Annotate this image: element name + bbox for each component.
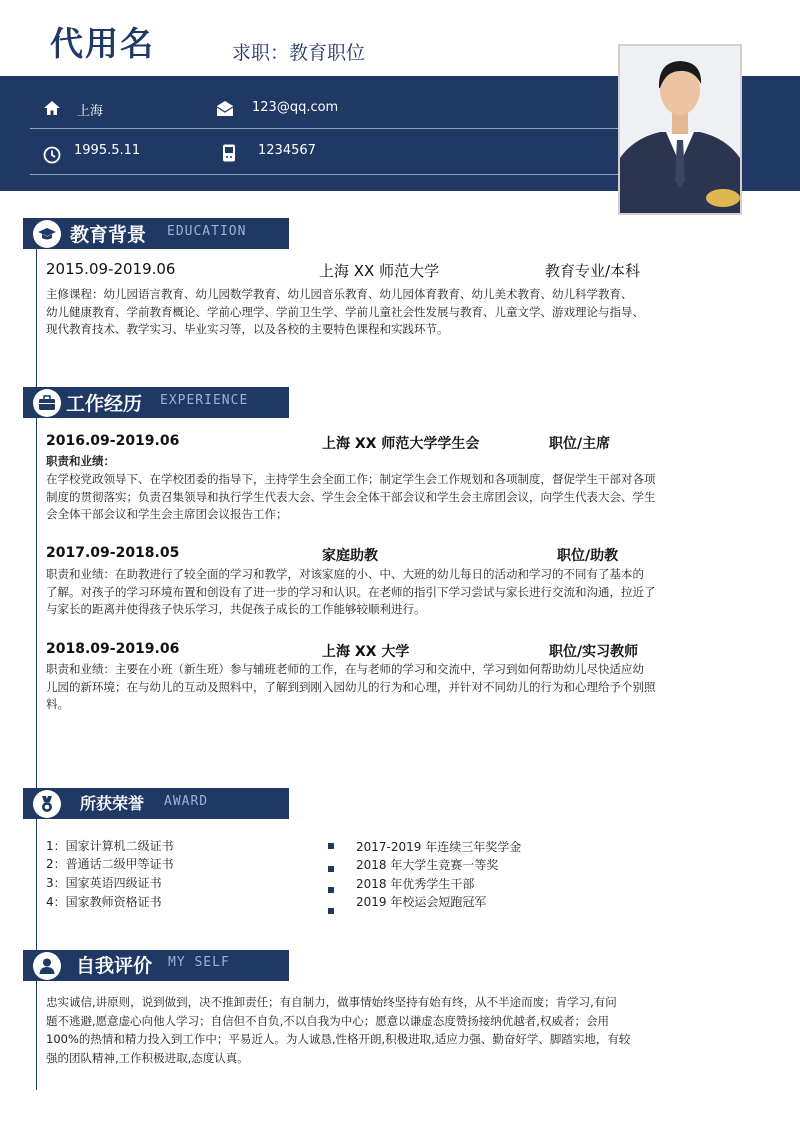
section-icon-holder <box>33 389 61 417</box>
section-icon-holder <box>33 220 61 248</box>
edu-courses <box>46 286 776 339</box>
section-bar-experience <box>23 387 289 418</box>
user-icon <box>37 956 57 976</box>
self-eval-line: 题不逃避,愿意虚心向他人学习；自信但不自负,不以自我为中心；愿意以谦虚态度赞扬接纳优越者,权威者；会用 <box>46 1013 609 1028</box>
exp-desc-line: 在学校党政领导下、在学校团委的指导下，主持学生会全面工作；制定学生会工作规划和各项制度，督促学生干部对各项 <box>46 472 656 486</box>
edu-course-line: 主修课程：幼儿园语言教育、幼儿园数学教育、幼儿园音乐教育、幼儿园体育教育、幼儿美术教育、幼儿科学教育、 <box>46 287 633 301</box>
exp-role: 职位/助教 <box>557 548 619 564</box>
award-cert: 4：国家教师资格证书 <box>46 895 162 909</box>
exp-org: 家庭助教 <box>322 548 378 564</box>
section-title: 自我评价 <box>76 955 153 977</box>
exp-desc-line: 儿园的新环境；在与幼儿的互动及照料中，了解到到刚入园幼儿的行为和心理，并针对不同幼儿的行为和心理给予个别照 <box>46 679 656 694</box>
job-target: 求职：教育职位 <box>232 42 366 64</box>
location-text: 上海 <box>77 104 104 119</box>
edu-course-line: 现代教育技术、教学实习、毕业实习等，以及各校的主要特色课程和实践环节。 <box>46 322 449 336</box>
self-evaluation <box>46 993 776 1067</box>
section-title: 教育背景 <box>70 224 147 246</box>
exp-desc-line: 职责和业绩：在助教进行了较全面的学习和教学，对该家庭的小、中、大班的幼儿每日的活动和学习的不同有了基本的 <box>46 567 644 581</box>
band-divider <box>30 128 618 129</box>
exp-desc <box>46 471 776 524</box>
exp-desc-line: 制度的贯彻落实；负责召集领导和执行学生代表大会、学生会全体干部会议和学生会主席团会议，向学生代表大会、学生 <box>46 489 656 504</box>
self-eval-line: 强的团队精神,工作积极进取,态度认真。 <box>46 1050 249 1065</box>
award-honor: 2018 年大学生竞赛一等奖 <box>356 858 499 872</box>
briefcase-icon <box>37 393 57 413</box>
birth-text: 1995.5.11 <box>74 143 141 158</box>
graduation-cap-icon <box>37 224 57 244</box>
bullet-icon <box>328 843 334 849</box>
section-bar-awards <box>23 788 289 819</box>
section-subtitle: EXPERIENCE <box>160 393 249 408</box>
clock-icon <box>42 145 62 165</box>
exp-period: 2017.09-2018.05 <box>46 545 180 561</box>
home-icon <box>42 98 62 118</box>
exp-label: 职责和业绩： <box>46 454 115 468</box>
award-honor: 2018 年优秀学生干部 <box>356 877 475 891</box>
section-subtitle: AWARD <box>164 794 209 809</box>
award-honor: 2019 年校运会短跑冠军 <box>356 895 487 909</box>
section-icon-holder <box>33 952 61 980</box>
section-subtitle: EDUCATION <box>167 224 247 239</box>
award-cert: 3：国家英语四级证书 <box>46 876 162 890</box>
exp-desc-line: 职责和业绩：主要在小班（新生班）参与辅班老师的工作，在与老师的学习和交流中，学习到如何帮助幼儿尽快适应幼 <box>46 662 644 676</box>
self-eval-line: 忠实诚信,讲原则，说到做到，决不推卸责任；有自制力，做事情始终坚持有始有终，从不半途而废；肯学习,有问 <box>46 995 617 1009</box>
exp-org: 上海 XX 大学 <box>322 644 410 660</box>
exp-desc-line: 了解。对孩子的学习环境布置和创设有了进一步的学习和认识。在老师的指引下学习尝试与家长进行交流和沟通，拉近了 <box>46 584 656 599</box>
bullet-icon <box>328 887 334 893</box>
edu-major: 教育专业/本科 <box>545 262 641 280</box>
bullet-icon <box>328 908 334 914</box>
exp-org: 上海 XX 师范大学学生会 <box>322 436 480 452</box>
resume-name: 代用名 <box>50 24 155 63</box>
exp-role: 职位/实习教师 <box>549 644 639 660</box>
profile-photo <box>618 44 742 215</box>
exp-desc-line: 与家长的距离并使得孩子快乐学习，共促孩子成长的工作能够较顺利进行。 <box>46 602 426 616</box>
exp-role: 职位/主席 <box>549 436 611 452</box>
award-cert: 2：普通话二级甲等证书 <box>46 857 174 871</box>
edu-period: 2015.09-2019.06 <box>46 260 176 278</box>
edu-course-line: 幼儿健康教育、学前教育概论、学前心理学、学前卫生学、学前儿童社会性发展与教育、儿童文学、游戏理论与指导、 <box>46 304 644 319</box>
section-subtitle: MY SELF <box>168 955 230 970</box>
section-icon-holder <box>33 790 61 818</box>
exp-period: 2018.09-2019.06 <box>46 641 180 657</box>
exp-desc <box>46 661 776 714</box>
band-divider <box>30 174 618 175</box>
email-text: 123@qq.com <box>252 100 339 115</box>
exp-desc-line: 会全体干部会议和学生会主席团会议报告工作； <box>46 507 288 521</box>
exp-desc <box>46 566 776 619</box>
section-title: 工作经历 <box>66 393 143 415</box>
bullet-icon <box>328 866 334 872</box>
self-eval-line: 100%的热情和精力投入到工作中；平易近人。为人诚恳,性格开朗,积极进取,适应力强、勤奋好学、脚踏实地，有较 <box>46 1032 631 1046</box>
medal-icon <box>37 794 57 814</box>
award-cert: 1：国家计算机二级证书 <box>46 839 174 853</box>
edu-school: 上海 XX 师范大学 <box>319 262 440 280</box>
section-bar-education <box>23 218 289 249</box>
exp-desc-line: 料。 <box>46 697 69 711</box>
exp-period: 2016.09-2019.06 <box>46 433 180 449</box>
section-title: 所获荣誉 <box>80 794 145 813</box>
phone-icon <box>219 143 239 163</box>
section-bar-myself <box>23 950 289 981</box>
phone-text: 1234567 <box>258 143 316 158</box>
award-honor: 2017-2019 年连续三年奖学金 <box>356 840 522 854</box>
mail-icon <box>215 99 235 119</box>
